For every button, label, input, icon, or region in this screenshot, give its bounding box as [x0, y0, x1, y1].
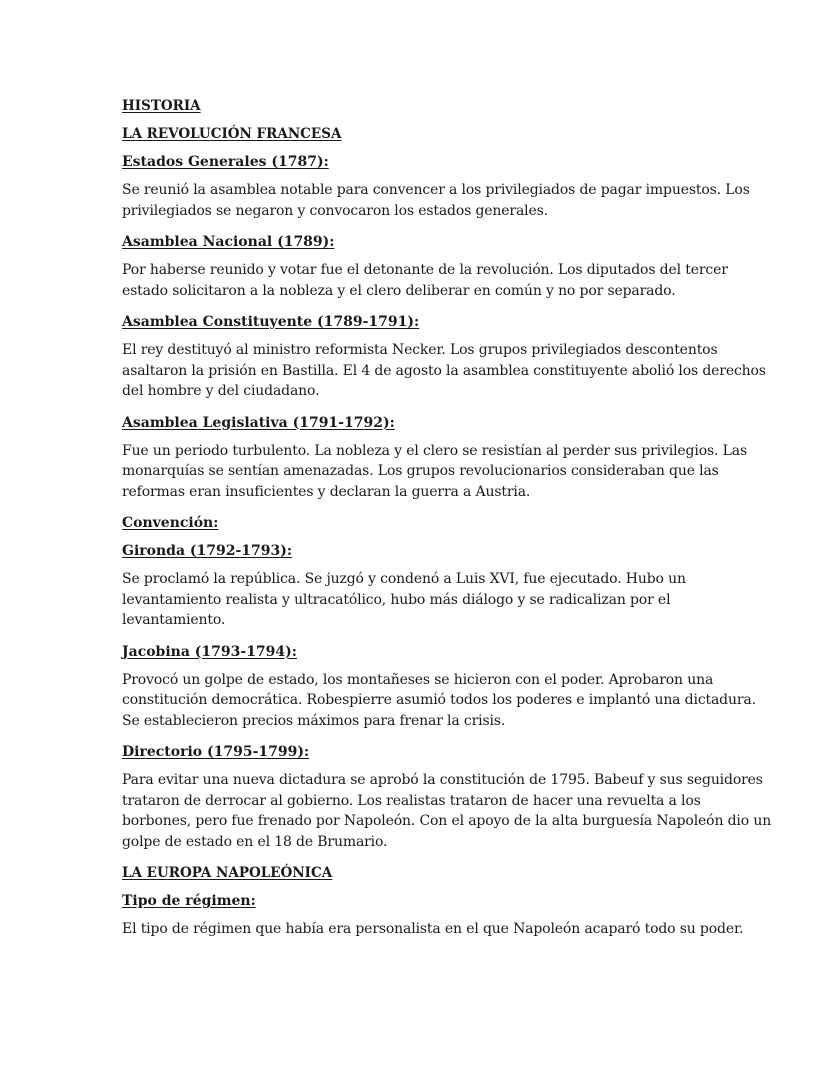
paragraph-line: Fue un periodo turbulento. La nobleza y el clero se resistían al perder sus privilegios. Las [122, 442, 747, 459]
paragraph-line: El rey destituyó al ministro reformista Necker. Los grupos privilegiados descontentos [122, 342, 718, 358]
paragraph-line: levantamiento. [122, 612, 226, 628]
paragraph-line: Se reunió la asamblea notable para convencer a los privilegiados de pagar impuestos. Los [122, 182, 750, 198]
heading-gironda: Gironda (1792-1793): [122, 543, 293, 559]
paragraph-asamblea-constituyente [122, 340, 766, 402]
paragraph-line: asaltaron la prisión en Bastilla. El 4 de agosto la asamblea constituyente abolió los derechos [122, 362, 766, 379]
section-title-revolucion-francesa: LA REVOLUCIÓN FRANCESA [122, 126, 342, 142]
paragraph-line: Provocó un golpe de estado, los montañeses se hicieron con el poder. Aprobaron una [122, 671, 714, 688]
paragraph-tipo-de-regimen [122, 919, 744, 940]
paragraph-line: Se proclamó la república. Se juzgó y condenó a Luis XVI, fue ejecutado. Hubo un [122, 571, 686, 587]
heading-asamblea-legislativa: Asamblea Legislativa (1791-1792): [122, 414, 395, 431]
heading-convencion: Convención: [122, 515, 219, 531]
heading-directorio: Directorio (1795-1799): [122, 744, 310, 760]
paragraph-estados-generales [122, 180, 750, 221]
paragraph-jacobina [122, 670, 756, 732]
paragraph-line: borbones, pero fue frenado por Napoleón. Con el apoyo de la alta burguesía Napoleón dio un [122, 813, 772, 829]
heading-jacobina: Jacobina (1793-1794): [122, 643, 297, 660]
heading-asamblea-constituyente: Asamblea Constituyente (1789-1791): [122, 314, 420, 330]
section-title-europa-napoleonica: LA EUROPA NAPOLEÓNICA [122, 865, 333, 881]
paragraph-line: reformas eran insuficientes y declaran la guerra a Austria. [122, 483, 531, 500]
paragraph-directorio [122, 770, 772, 852]
paragraph-asamblea-nacional [122, 260, 728, 301]
paragraph-line: trataron de derrocar al gobierno. Los realistas trataron de hacer una revuelta a los [122, 792, 701, 809]
heading-estados-generales: Estados Generales (1787): [122, 154, 329, 170]
paragraph-line: constitución democrática. Robespierre asumió todos los poderes e implantó una dictadura. [122, 692, 756, 708]
paragraph-gironda [122, 569, 722, 631]
paragraph-line: levantamiento realista y ultracatólico, hubo más diálogo y se radicalizan por el [122, 591, 671, 608]
paragraph-line: El tipo de régimen que había era personalista en el que Napoleón acaparó todo su poder. [122, 921, 744, 937]
paragraph-line: Para evitar una nueva dictadura se aprobó la constitución de 1795. Babeuf y sus seguidores [122, 772, 763, 788]
paragraph-line: estado solicitaron a la nobleza y el clero deliberar en común y no por separado. [122, 282, 676, 299]
paragraph-line: monarquías se sentían amenazadas. Los grupos revolucionarios consideraban que las [122, 463, 719, 479]
paragraph-line: Se establecieron precios máximos para frenar la crisis. [122, 712, 506, 729]
heading-tipo-de-regimen: Tipo de régimen: [122, 893, 256, 909]
paragraph-line: Por haberse reunido y votar fue el detonante de la revolución. Los diputados del tercer [122, 262, 728, 278]
paragraph-line: privilegiados se negaron y convocaron los estados generales. [122, 202, 548, 219]
heading-asamblea-nacional: Asamblea Nacional (1789): [122, 234, 335, 250]
paragraph-line: del hombre y del ciudadano. [122, 383, 320, 399]
paragraph-line: golpe de estado en el 18 de Brumario. [122, 833, 388, 850]
document-page [122, 96, 772, 951]
paragraph-asamblea-legislativa [122, 441, 747, 503]
document-title: HISTORIA [122, 98, 201, 114]
